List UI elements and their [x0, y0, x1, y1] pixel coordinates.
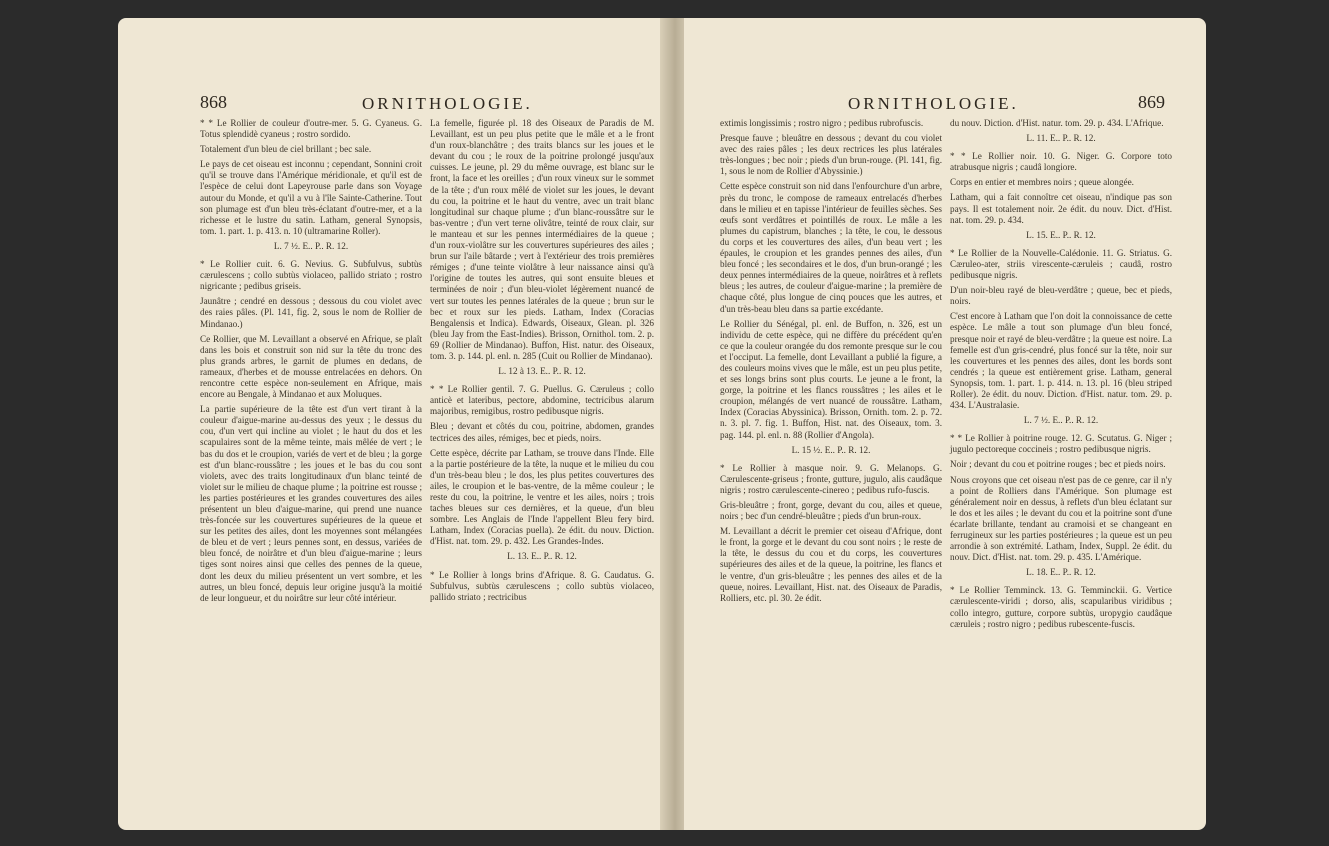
right-page	[684, 18, 1206, 830]
page-number: 868	[200, 92, 227, 112]
signature-line: L. 18. E.. P.. R. 12.	[1026, 567, 1096, 578]
page-number: 869	[1138, 92, 1165, 112]
paragraph: D'un noir-bleu rayé de bleu-verdâtre ; queue, bec et pieds, noirs.	[950, 285, 1172, 307]
signature-line: L. 7 ½. E.. P.. R. 12.	[1023, 415, 1099, 426]
signature-line: L. 11. E.. P.. R. 12.	[1026, 133, 1096, 144]
paragraph: C'est encore à Latham que l'on doit la connoissance de cette espèce. Le mâle a tout son plumage d'un bleu foncé, presque noir et rayé de bleu-verdâtre ; la queue est noire. La femelle est d'un gris-cendré, plus foncé sur la tête, noir sur les couvertures et les pennes des ailes, dont les bords sont cendrés ; la queue est entièrement grise. Latham, general Synopsis, tom. 1. part. 1. p. 414. n. 13. pl. 16 (bleu striped Roller). 2e édit. du nouv. Diction. d'Hist. natur. tom. 29. p. 434. L'Australasie.	[950, 311, 1172, 411]
paragraph: Corps en entier et membres noirs ; queue alongée.	[950, 177, 1134, 188]
paragraph: Cette espèce, décrite par Latham, se trouve dans l'Inde. Elle a la partie postérieure de la tête, la nuque et le milieu du cou d'un très-beau bleu ; le dos, les plus petites couvertures des ailes, le croupion et le bas-ventre, de la même couleur ; le reste du cou, la poitrine, le ventre et les ailes, noirs ; trois taches bleues sur ces dernières, et la queue, d'un bleu sombre. Les Anglais de l'Inde l'appellent Bleu fery bird. Latham, Index (Coracias puella). 2e édit. du nouv. Diction. d'Hist. nat. tom. 29. p. 432. Les Grandes-Indes.	[430, 447, 654, 547]
left-page	[118, 18, 666, 830]
paragraph: * Le Rollier Temminck. 13. G. Temminckii. G. Vertice cærulescente-viridi ; dorso, alis, scapularibus viridibus ; collo integro, gutture, corpore subtùs, uropygio caudâque cæruleis ; rostro nigro ; pedibus rubescente-fuscis.	[950, 585, 1172, 629]
paragraph: * * Le Rollier de couleur d'outre-mer. 5. G. Cyaneus. G. Totus splendidè cyaneus ; rostro sordido.	[200, 118, 422, 140]
paragraph: * * Le Rollier noir. 10. G. Niger. G. Corpore toto atrabusque nigris ; caudâ longiore.	[950, 151, 1172, 173]
signature-line: L. 15. E.. P.. R. 12.	[1026, 229, 1096, 240]
paragraph: extimis longissimis ; rostro nigro ; pedibus rubrofuscis.	[720, 118, 924, 128]
running-head: ORNITHOLOGIE.	[362, 94, 533, 113]
paragraph: Latham, qui a fait connoître cet oiseau, n'indique pas son pays. Il est totalement noir. 2e édit. du nouv. Dict. d'Hist. nat. tom. 29. p. 434.	[950, 192, 1172, 225]
text-column	[430, 118, 654, 607]
paragraph: M. Levaillant a décrit le premier cet oiseau d'Afrique, dont le front, la gorge et le devant du cou sont noirs ; le reste de la tête, le dessus du cou et du corps, les couvertures supérieures des ailes et de la queue, la poitrine, les flancs et le ventre, d'un gris-bleuâtre ; les pennes des ailes et de la queue, noires. Levaillant, Hist. nat. des Oiseaux de Paradis, Rolliers, etc. pl. 30. 2e édit.	[720, 526, 942, 603]
paragraph: du nouv. Diction. d'Hist. natur. tom. 29. p. 434. L'Afrique.	[950, 118, 1164, 128]
paragraph: Nous croyons que cet oiseau n'est pas de ce genre, car il n'y a point de Rolliers dans l'Amérique. Son plumage est généralement noir en dessus, à reflets d'un bleu éclatant sur le dos et les ailes ; le devant du cou et la poitrine sont d'une écarlate brillante, tendant au cramoisi et se changeant en ferrugineux sur les parties postérieures ; la queue est un peu arrondie à son extrémité. Latham, Index, Suppl. 2e édit. du nouv. Dict. d'Hist. nat. tom. 29. p. 435. L'Amérique.	[950, 474, 1172, 563]
signature-line: L. 15 ½. E.. P.. R. 12.	[791, 444, 871, 455]
signature-line: L. 13. E.. P.. R. 12.	[507, 551, 577, 562]
signature-line: L. 7 ½. E.. P.. R. 12.	[273, 240, 349, 251]
paragraph: * Le Rollier de la Nouvelle-Calédonie. 11. G. Striatus. G. Cæruleo-ater, striis virescente-cæruleis ; caudâ, rostro pedibusque nigris.	[950, 247, 1172, 281]
paragraph: Le Rollier du Sénégal, pl. enl. de Buffon, n. 326, est un individu de cette espèce, qui ne diffère du précédent qu'en ce que la couleur orangée du dos remonte presque sur le cou et l'occiput. La femelle, dont Levaillant a publié la figure, a des couleurs moins vives que le mâle, est un peu plus petite, et ses longs brins sont plus courts. Le jeune a le front, la gorge, la poitrine et les flancs roussâtres ; les ailes et le croupion, mélangés de vert nuancé de roussâtre. Latham, Index (Coracias Abyssinica). Brisson, Ornith. tom. 2. p. 72. n. 3. pl. 7. fig. 1. Buffon, Hist. nat. des Oiseaux, tom. 3. pag. 144. pl. enl. n. 88 (Rollier d'Angola).	[720, 318, 942, 440]
text-column	[200, 118, 422, 608]
paragraph: Presque fauve ; bleuâtre en dessous ; devant du cou violet avec des raies pâles ; les deux rectrices les plus latérales très-longues ; bec noir ; pieds d'un brun-rouge. (Pl. 141, fig. 1, sous le nom de Rollier d'Abyssinie.)	[720, 133, 942, 177]
paragraph: Gris-bleuâtre ; front, gorge, devant du cou, ailes et queue, noirs ; bec d'un cendré-bleuâtre ; pieds d'un brun-roux.	[720, 500, 942, 522]
paragraph: La femelle, figurée pl. 18 des Oiseaux de Paradis de M. Levaillant, est un peu plus petite que le mâle et a le front d'un roux-blanchâtre ; des traits blancs sur les joues et le devant du cou ; le roux de la poitrine prolongé jusqu'aux cuisses. Le jeune, pl. 29 du même ouvrage, est blanc sur le front, la face et les oreilles ; d'un roux vineux sur le sommet de la tête ; d'un roux mêlé de violet sur les joues, le devant du cou, la poitrine et le haut du ventre, avec un trait blanc longitudinal sur chaque plume ; d'un blanc-roussâtre sur le bas-ventre ; d'un vert terne olivâtre, teinté de roux clair, sur le manteau et sur les pennes intermédiaires de la queue ; d'un roux-violâtre sur les couvertures supérieures des ailes ; brun sur l'aile bâtarde ; vert à l'extérieur des trois premières rémiges ; d'une teinte violâtre à leur naissance ainsi qu'à l'origine de toutes les autres, qui sont ensuite bleues et terminées de noir ; d'un bleu-violet légèrement nuancé de vert sur toutes les pennes latérales de la queue ; brun sur le bec et roux sur les pieds. Latham, Index (Coracias Bengalensis et Indica). Edwards, Oiseaux, Glean. pl. 326 (bleu Jay from the East-Indies). Brisson, Ornithol. tom. 2. p. 69 (Rollier de Mindanao). Buffon, Hist. natur. des Oiseaux, tom. 3. p. 144. pl. enl. n. 285 (Cuit ou Rollier de Mindanao).	[430, 118, 654, 361]
running-head: ORNITHOLOGIE.	[848, 94, 1019, 113]
paragraph: * Le Rollier à masque noir. 9. G. Melanops. G. Cærulescente-griseus ; fronte, gutture, jugulo, alis caudâque nigris ; rostro cærulescente-cinereo ; pedibus rufo-fuscis.	[720, 462, 942, 495]
signature-line: L. 12 à 13. E.. P.. R. 12.	[498, 366, 586, 377]
paragraph: Cette espèce construit son nid dans l'enfourchure d'un arbre, près du tronc, le compose de rameaux entrelacés d'herbes dans le milieu et en tapisse l'intérieur de feuilles sèches. Ses œufs sont verdâtres et pointillés de roux. Le mâle a les plumes du capistrum, blanches ; la tête, le cou, le dessous du corps et les couvertures des ailes, d'un beau vert ; les épaules, le croupion et les grandes pennes des ailes, d'un bleu foncé ; les secondaires et le dos, d'un brun-orangé ; les deux pennes intermédiaires de la queue, noirâtres et à reflets bleus ; les autres, de couleur d'aigue-marine ; la première de chaque côté, plus longue de cinq pouces que les autres, et d'un très-beau bleu dans sa partie excédante.	[720, 181, 942, 314]
paragraph: Jaunâtre ; cendré en dessous ; dessous du cou violet avec des raies pâles. (Pl. 141, fig. 2, sous le nom de Rollier de Mindanao.)	[200, 296, 422, 329]
paragraph: Bleu ; devant et côtés du cou, poitrine, abdomen, grandes tectrices des ailes, rémiges, bec et pieds, noirs.	[430, 421, 654, 443]
paragraph: * * Le Rollier à poitrine rouge. 12. G. Scutatus. G. Niger ; jugulo pectoreque coccineis ; rostro pedibusque nigris.	[950, 433, 1172, 455]
text-column	[950, 118, 1172, 634]
paragraph: * Le Rollier cuit. 6. G. Nevius. G. Subfulvus, subtùs cærulescens ; collo subtùs violaceo, pallido striato ; rostro nigricante ; pedibus griseis.	[200, 259, 422, 292]
paragraph: * Le Rollier à longs brins d'Afrique. 8. G. Caudatus. G. Subfulvus, subtùs cærulescens ; collo subtùs violaceo, pallido striato ; rectricibus	[430, 569, 654, 602]
paragraph: Le pays de cet oiseau est inconnu ; cependant, Sonnini croit qu'il se trouve dans l'Amérique méridionale, et qu'il est de l'espèce de celui dont Lapeyrouse parle dans son Voyage autour du Monde, et qu'il a vu à l'île Sainte-Catherine. Tout son plumage est d'un bleu très-éclatant d'outre-mer, et a la richesse et le lustre du satin. Latham, general Synopsis, tom. 1. part. 1. p. 413. n. 10 (ultramarine Roller).	[200, 159, 422, 236]
text-column	[720, 118, 942, 608]
paragraph: Ce Rollier, que M. Levaillant a observé en Afrique, se plaît dans les bois et construit son nid sur la tête du tronc des plus grands arbres, le garnit de plumes en dedans, de rameaux, d'herbes et de mousse entrelacées en dehors. On rencontre cette espèce non-seulement en Afrique, mais encore au Bengale, à Mindanao et aux Moluques.	[200, 333, 422, 400]
paragraph: Totalement d'un bleu de ciel brillant ; bec sale.	[200, 144, 372, 155]
paragraph: Noir ; devant du cou et poitrine rouges ; bec et pieds noirs.	[950, 459, 1166, 470]
paragraph: La partie supérieure de la tête est d'un vert tirant à la couleur d'aigue-marine au-dessus des yeux ; le dessus du cou, d'un vert qui incline au violet ; le haut du dos et les scapulaires sont de la même teinte, mais mêlée de vert ; le bas du dos et le croupion, variés de vert et de bleu ; la gorge est d'un blanc-roussâtre ; les joues et le bas du cou sont violets, avec des traits longitudinaux d'un blanc teinté de violet sur le milieu de chaque plume ; la poitrine est rousse ; les parties postérieures et les grandes couvertures des ailes présentent un bleu d'aigue-marine, qui prend une nuance très-foncée sur les couvertures supérieures de la queue et sur les petites des ailes, dont les moyennes sont mélangées de bleu et de vert ; leurs pennes sont, en dessus, variées de bleu foncé, de noirâtre et d'un bleu d'aigue-marine ; leurs tiges sont noires ainsi que celles des pennes de la queue, dont les deux du milieu présentent un vert sombre, et les autres, un bleu foncé, depuis leur origine jusqu'à la moitié de leur longueur, et du noirâtre sur leur côté intérieur.	[200, 404, 422, 603]
paragraph: * * Le Rollier gentil. 7. G. Puellus. G. Cæruleus ; collo anticè et lateribus, pectore, abdomine, tectricibus alarum majoribus, remigibus, rostro pedibusque nigris.	[430, 384, 654, 417]
